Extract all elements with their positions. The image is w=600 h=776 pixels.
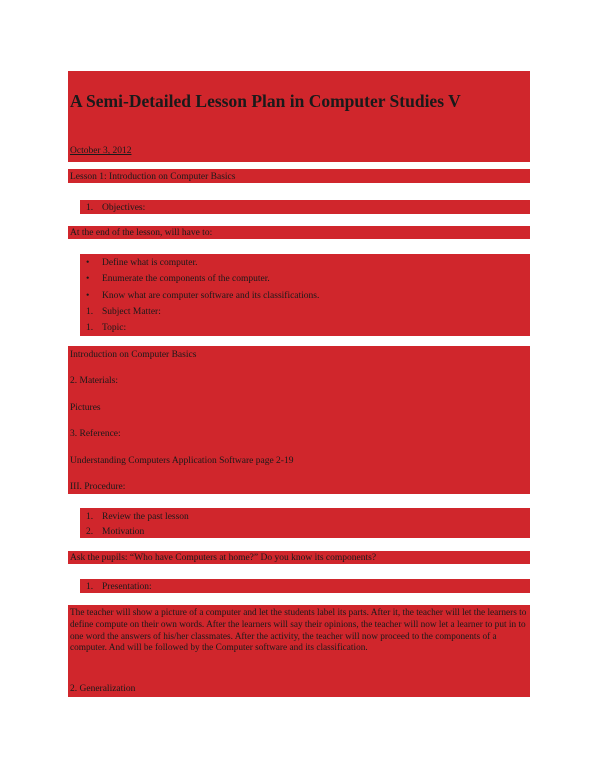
- document-title: A Semi-Detailed Lesson Plan in Computer Studies V: [70, 91, 461, 111]
- numbered-item: [86, 322, 126, 334]
- numbered-item: [86, 306, 161, 318]
- procedure-item: [86, 511, 189, 523]
- generalization-label: 2. Generalization: [70, 684, 136, 694]
- highlight-objectives: [80, 200, 530, 214]
- objectives-label: Objectives:: [102, 203, 146, 213]
- materials-label: 2. Materials:: [70, 376, 119, 386]
- topic-label: Topic:: [102, 323, 127, 333]
- intro-text: At the end of the lesson, will have to:: [70, 228, 213, 238]
- subject-matter-label: Subject Matter:: [102, 307, 161, 317]
- bullet-icon: •: [86, 274, 90, 284]
- lesson-date: October 3, 2012: [70, 146, 132, 156]
- procedure-item-text: Review the past lesson: [102, 512, 189, 522]
- list-marker: 1.: [86, 582, 94, 592]
- bullet-icon: •: [86, 291, 90, 301]
- presentation-label: Presentation:: [102, 582, 152, 592]
- list-marker: 1.: [86, 203, 94, 213]
- list-marker: 1.: [86, 307, 94, 317]
- procedure-label: III. Procedure:: [70, 482, 126, 492]
- materials-text: Pictures: [70, 403, 101, 413]
- bullet-text: Define what is computer.: [102, 258, 198, 268]
- highlight-topic-section: [68, 346, 530, 494]
- list-marker: 2.: [86, 527, 94, 537]
- bullet-icon: •: [86, 258, 90, 268]
- list-marker: 1.: [86, 323, 94, 333]
- ask-text: Ask the pupils: “Who have Computers at home?” Do you know its components?: [70, 553, 377, 563]
- procedure-item: [86, 526, 144, 538]
- reference-label: 3. Reference:: [70, 429, 121, 439]
- bullet-item: [86, 257, 198, 269]
- presentation-item: [86, 581, 152, 593]
- bullet-text: Know what are computer software and its classifications.: [102, 291, 320, 301]
- lesson-heading: Lesson 1: Introduction on Computer Basics: [70, 172, 236, 182]
- presentation-paragraph: The teacher will show a picture of a computer and let the students label its parts. After it, the teacher will let the learners to define compute on their own words. After the learners will say their opinions, the teacher will now let a learner to put in to one word the answers of his/her classmates. After the activity, the teacher will now proceed to the components of a computer. And will be followed by the Computer software and its classification.: [70, 608, 527, 654]
- bullet-text: Enumerate the components of the computer.: [102, 274, 270, 284]
- bullet-item: [86, 273, 270, 285]
- objectives-item: [86, 202, 145, 214]
- topic-text: Introduction on Computer Basics: [70, 350, 197, 360]
- reference-text: Understanding Computers Application Software page 2-19: [70, 456, 294, 466]
- procedure-item-text: Motivation: [102, 527, 145, 537]
- bullet-item: [86, 290, 319, 302]
- highlight-header: [68, 71, 530, 162]
- list-marker: 1.: [86, 512, 94, 522]
